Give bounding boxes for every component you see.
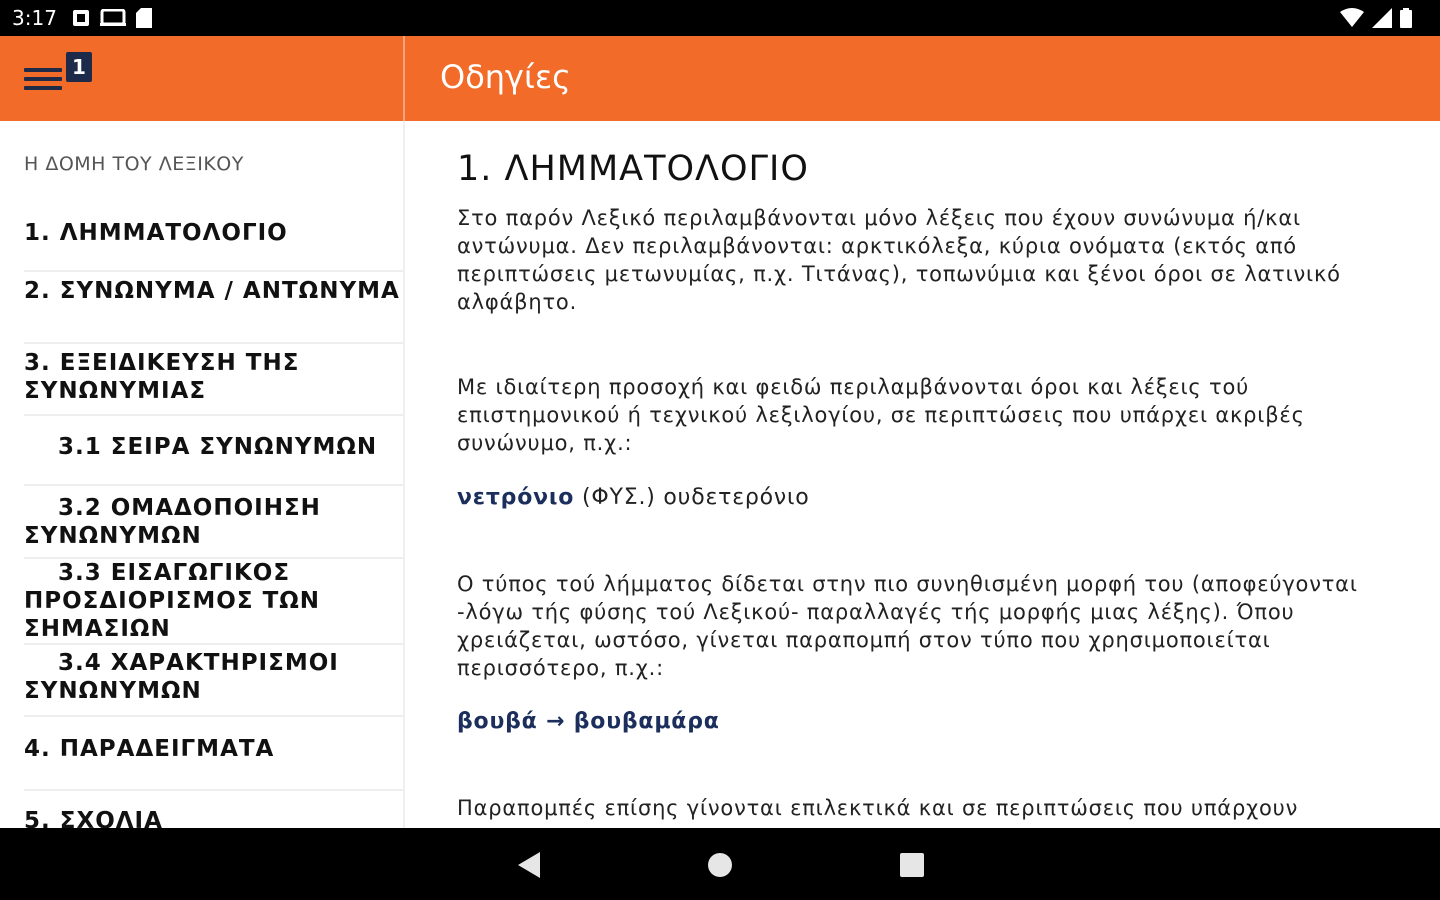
toc-item-label: 3.3 ΕΙΣΑΓΩΓΙΚΟΣ ΠΡΟΣΔΙΟΡΙΣΜΟΣ ΤΩΝ ΣΗΜΑΣΙΩΝ — [24, 560, 321, 642]
paragraph: Ο τύπος τού λήμματος δίδεται στην πιο συνηθισμένη μορφή του (αποφεύγονται -λόγω τής φύσης τού Λεξικού- παραλλαγές τής μορφής μιας λέξης). Όπου χρειάζεται, ωστόσο, γίνεται παραπομπή στον τύπο που χρησιμοποιείται περισσότερο, π.χ.: — [457, 572, 1358, 680]
toc-item-label: 3.1 ΣΕΙΡΑ ΣΥΝΩΝΥΜΩΝ — [58, 434, 378, 460]
toc-item-synonym-grouping[interactable] — [24, 486, 403, 559]
toc-item-synonym-series[interactable] — [24, 416, 403, 486]
example-cross-reference[interactable]: βουβά → βουβαμάρα — [457, 709, 720, 734]
cast-icon — [100, 9, 126, 27]
sidebar — [0, 121, 403, 828]
toc-item-comments[interactable] — [24, 791, 403, 828]
signal-icon — [1372, 8, 1392, 28]
content-pane — [405, 121, 1440, 828]
example-headword[interactable]: νετρόνιο — [457, 485, 575, 510]
status-left-icons — [72, 8, 152, 28]
toc-item-label: 2. ΣΥΝΩΝΥΜΑ / ΑΝΤΩΝΥΜΑ — [24, 278, 400, 304]
toc-item-label: 1. ΛΗΜΜΑΤΟΛΟΓΙΟ — [24, 220, 288, 246]
section-title: 1. ΛΗΜΜΑΤΟΛΟΓΙΟ — [457, 149, 809, 189]
wifi-icon — [1340, 8, 1364, 28]
status-right-icons — [1340, 8, 1412, 28]
toc-item-examples[interactable] — [24, 717, 403, 791]
notification-icon — [72, 9, 90, 27]
navigation-bar — [0, 828, 1440, 900]
app-bar-divider — [403, 36, 405, 121]
toc-item-label: 3. ΕΞΕΙΔΙΚΕΥΣΗ ΤΗΣ ΣΥΝΩΝΥΜΙΑΣ — [24, 350, 300, 404]
sidebar-heading: Η ΔΟΜΗ ΤΟΥ ΛΕΞΙΚΟΥ — [24, 153, 244, 175]
home-icon[interactable] — [705, 850, 735, 880]
page-title: Οδηγίες — [440, 58, 571, 96]
toc-item-label: 5. ΣΧΟΛΙΑ — [24, 808, 163, 828]
example-entry — [457, 485, 810, 510]
status-bar — [0, 0, 1440, 36]
sd-card-icon — [136, 8, 152, 28]
toc-item-introductory-specification[interactable] — [24, 559, 403, 645]
battery-icon — [1400, 8, 1412, 28]
notification-badge: 1 — [66, 52, 92, 82]
toc-item-label: 3.2 ΟΜΑΔΟΠΟΙΗΣΗ ΣΥΝΩΝΥΜΩΝ — [24, 495, 321, 549]
app-bar — [0, 36, 1440, 121]
toc-item-label: 4. ΠΑΡΑΔΕΙΓΜΑΤΑ — [24, 736, 275, 762]
hamburger-menu-icon[interactable] — [24, 66, 62, 96]
back-icon[interactable] — [514, 850, 544, 880]
app-bar-left — [0, 36, 403, 121]
toc-item-lemmatology[interactable] — [24, 207, 403, 272]
paragraph: Με ιδιαίτερη προσοχή και φειδώ περιλαμβάνονται όροι και λέξεις τού επιστημονικού ή τεχνικού λεξιλογίου, σε περιπτώσεις που υπάρχει ακριβές συνώνυμο, π.χ.: — [457, 375, 1305, 455]
recents-icon[interactable] — [897, 850, 927, 880]
toc-item-synonyms-antonyms[interactable] — [24, 272, 403, 344]
status-time: 3:17 — [12, 6, 57, 30]
toc-item-label: 3.4 ΧΑΡΑΚΤΗΡΙΣΜΟΙ ΣΥΝΩΝΥΜΩΝ — [24, 650, 339, 704]
toc-item-specialization[interactable] — [24, 344, 403, 416]
paragraph: Παραπομπές επίσης γίνονται επιλεκτικά και σε περιπτώσεις που υπάρχουν — [457, 796, 1299, 820]
menu-button[interactable] — [24, 55, 96, 102]
toc-item-synonym-characterizations[interactable] — [24, 645, 403, 717]
example-entry — [457, 709, 720, 734]
paragraph: Στο παρόν Λεξικό περιλαμβάνονται μόνο λέξεις που έχουν συνώνυμα ή/και αντώνυμα. Δεν περιλαμβάνονται: αρκτικόλεξα, κύρια ονόματα (εκτός από περιπτώσεις μετωνυμίας, π.χ. Τιτάνας), τοπωνύμια και ξένοι όροι σε λατινικό αλφάβητο. — [457, 206, 1341, 314]
example-definition: (ΦΥΣ.) ουδετερόνιο — [574, 485, 810, 510]
